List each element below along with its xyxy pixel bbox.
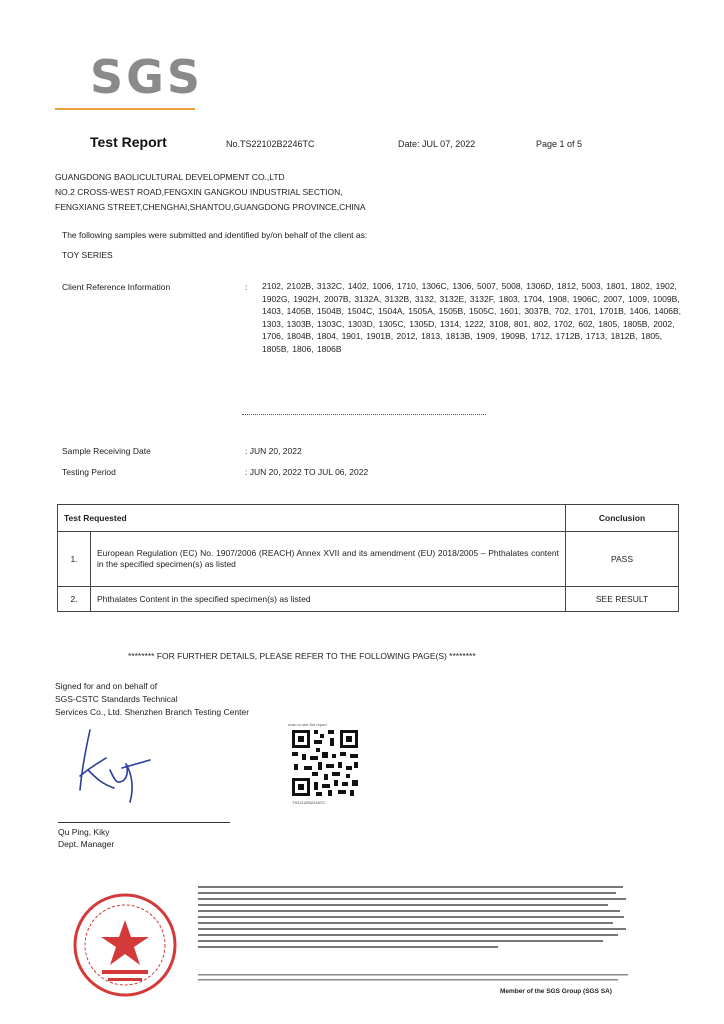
terms-fine-print — [198, 886, 628, 956]
row-conclusion: SEE RESULT — [566, 587, 679, 612]
receiving-date-value: : JUN 20, 2022 — [245, 446, 302, 456]
client-reference-colon: : — [245, 282, 248, 292]
page-indicator: Page 1 of 5 — [536, 139, 583, 149]
client-reference-values: 2102, 2102B, 3132C, 1402, 1006, 1710, 1306C, 1306, 5007, 5008, 1306D, 1812, 5003, 1801, 1802, 1902, 1902G, 1902H, 2007B, 3132A, 3132B, 3132, 3132E, 3132F, 1803, 1704, 1908, 1906C, 2007, 1009, 1009B, 1403, 1405B, 1504B, 1504C, 1504A, 1505A, 1505B, 1505C, 1601, 3037B, 702, 1701, 1701B, 1406, 1406B, 1303, 1303B, 1303C, 1303D, 1305C, 1305D, 1314, 1222, 3108, 801, 802, 1702, 602, 1805, 1805B, 2002, 1706, 1804B, 1804, 1901, 1901B, 2012, 1813, 1813B, 1909, 1909B, 1712, 1712B, 1713, 1812B, 1805, 1805B, 1806, 1806B — [262, 281, 682, 354]
address-fine-print — [198, 972, 628, 986]
row-conclusion: PASS — [566, 532, 679, 587]
signed-line-1: Signed for and on behalf of — [55, 681, 158, 691]
testing-period-label: Testing Period — [62, 467, 116, 477]
further-details-note: ******** FOR FURTHER DETAILS, PLEASE REFER TO THE FOLLOWING PAGE(S) ******** — [128, 651, 476, 661]
report-title: Test Report — [90, 134, 167, 150]
row-number: 2. — [58, 587, 91, 612]
client-reference-label: Client Reference Information — [62, 282, 171, 292]
qr-number: TS22102B2246TC — [292, 800, 326, 805]
signer-name: Qu Ping, Kiky — [58, 827, 110, 837]
official-seal — [70, 890, 180, 1000]
signed-on-behalf — [55, 680, 375, 719]
separator-dots — [242, 414, 486, 415]
sgs-member-note: Member of the SGS Group (SGS SA) — [500, 988, 612, 995]
sample-name: TOY SERIES — [62, 250, 113, 260]
report-date: Date: JUL 07, 2022 — [398, 139, 476, 149]
qr-code-icon[interactable] — [290, 728, 360, 798]
sgs-logo: SGS — [90, 50, 204, 104]
applicant-line-1: GUANGDONG BAOLICULTURAL DEVELOPMENT CO.,LTD — [55, 172, 285, 182]
signer-title: Dept. Manager — [58, 839, 115, 849]
applicant-line-3: FENGXIANG STREET,CHENGHAI,SHANTOU,GUANGDONG PROVINCE,CHINA — [55, 202, 366, 212]
signed-line-2: SGS-CSTC Standards Technical — [55, 694, 178, 704]
handwritten-signature — [62, 718, 162, 808]
signature-line — [58, 822, 230, 823]
qr-caption: scan to see the report — [288, 722, 327, 727]
table-row — [58, 532, 679, 587]
receiving-date-label: Sample Receiving Date — [62, 446, 151, 456]
table-header-row — [58, 505, 679, 532]
row-number: 1. — [58, 532, 91, 587]
tests-table — [57, 504, 679, 612]
signed-line-3: Services Co., Ltd. Shenzhen Branch Testing Center — [55, 707, 250, 717]
row-test: European Regulation (EC) No. 1907/2006 (REACH) Annex XVII and its amendment (EU) 2018/2005 – Phthalates content in the specified specimen(s) as listed — [91, 532, 566, 587]
intro-text: The following samples were submitted and identified by/on behalf of the client as: — [62, 230, 368, 240]
header-conclusion: Conclusion — [566, 505, 679, 532]
table-row — [58, 587, 679, 612]
header-test-requested: Test Requested — [58, 505, 566, 532]
report-number: No.TS22102B2246TC — [226, 139, 315, 149]
signer-block — [58, 826, 114, 850]
applicant-line-2: NO.2 CROSS-WEST ROAD,FENGXIN GANGKOU INDUSTRIAL SECTION, — [55, 187, 343, 197]
testing-period-value: : JUN 20, 2022 TO JUL 06, 2022 — [245, 467, 369, 477]
applicant-address — [55, 170, 366, 215]
row-test: Phthalates Content in the specified specimen(s) as listed — [91, 587, 566, 612]
logo-underline — [55, 108, 195, 110]
